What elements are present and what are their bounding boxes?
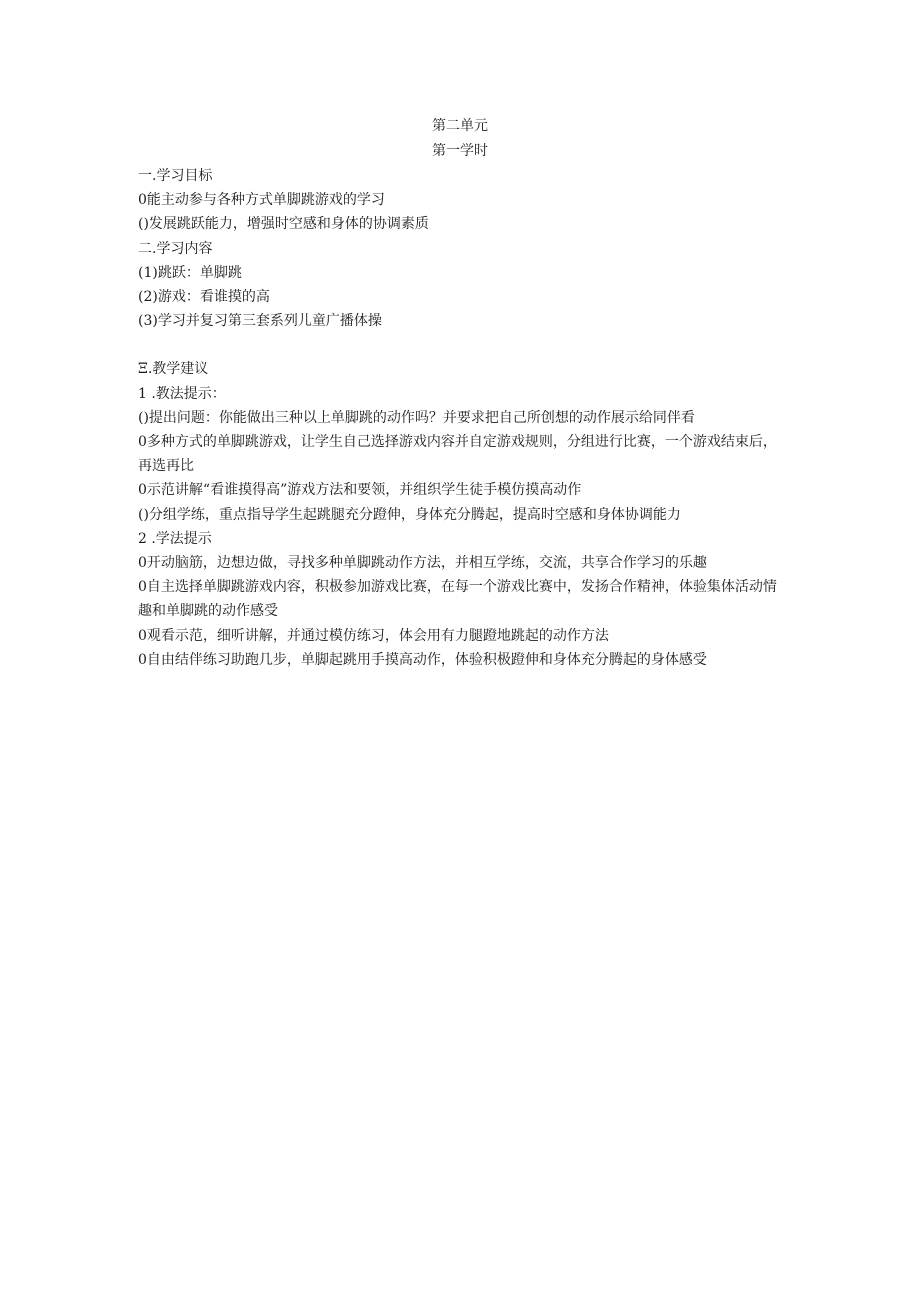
section-heading-goals: 一.学习目标 [138, 168, 213, 184]
goal-item: ()发展跳跃能力，增强时空感和身体的协调素质 [138, 216, 429, 233]
learning-tip-item: 0开动脑筋，边想边做，寻找多种单脚跳动作方法，并相互学练，交流，共享合作学习的乐趣 [138, 555, 707, 572]
teaching-tip-item: 0多种方式的单脚跳游戏，让学生自己选择游戏内容并自定游戏规则，分组进行比赛，一个游戏结束后，再选再比 [138, 434, 777, 475]
learning-tip-item: 0自主选择单脚跳游戏内容，积极参加游戏比赛，在每一个游戏比赛中，发扬合作精神，体验集体活动情趣和单脚跳的动作感受 [138, 579, 777, 620]
section-heading-suggestions: Ξ.教学建议 [138, 361, 209, 378]
section-heading-content: 二.学习内容 [138, 240, 213, 257]
learning-tip-item: 0自由结伴练习助跑几步，单脚起跳用手摸高动作，体验积极蹬伸和身体充分腾起的身体感受 [138, 651, 707, 668]
lesson-title: 第一学时 [432, 143, 488, 159]
goal-item: 0能主动参与各种方式单脚跳游戏的学习 [138, 192, 385, 209]
subheading-teaching-tips: 1 .教法提示： [138, 385, 226, 402]
teaching-tip-item: 0示范讲解“看谁摸得高”游戏方法和要领，并组织学生徒手模仿摸高动作 [138, 482, 582, 499]
learning-tip-item: 0观看示范，细听讲解，并通过模仿练习，体会用有力腿蹬地跳起的动作方法 [138, 627, 609, 644]
content-item: (1)跳跃：单脚跳 [138, 264, 242, 281]
document-body [138, 164, 786, 672]
content-item: (2)游戏：看谁摸的高 [138, 289, 270, 306]
content-item: (3)学习并复习第三套系列儿童广播体操 [138, 313, 382, 330]
teaching-tip-item: ()分组学练，重点指导学生起跳腿充分蹬伸，身体充分腾起，提高时空感和身体协调能力 [138, 506, 681, 523]
spacer [138, 333, 786, 357]
teaching-tip-item: ()提出问题：你能做出三种以上单脚跳的动作吗？并要求把自己所创想的动作展示给同伴看 [138, 409, 695, 426]
subheading-learning-tips: 2 .学法提示 [138, 530, 212, 547]
unit-title: 第二单元 [432, 118, 488, 134]
